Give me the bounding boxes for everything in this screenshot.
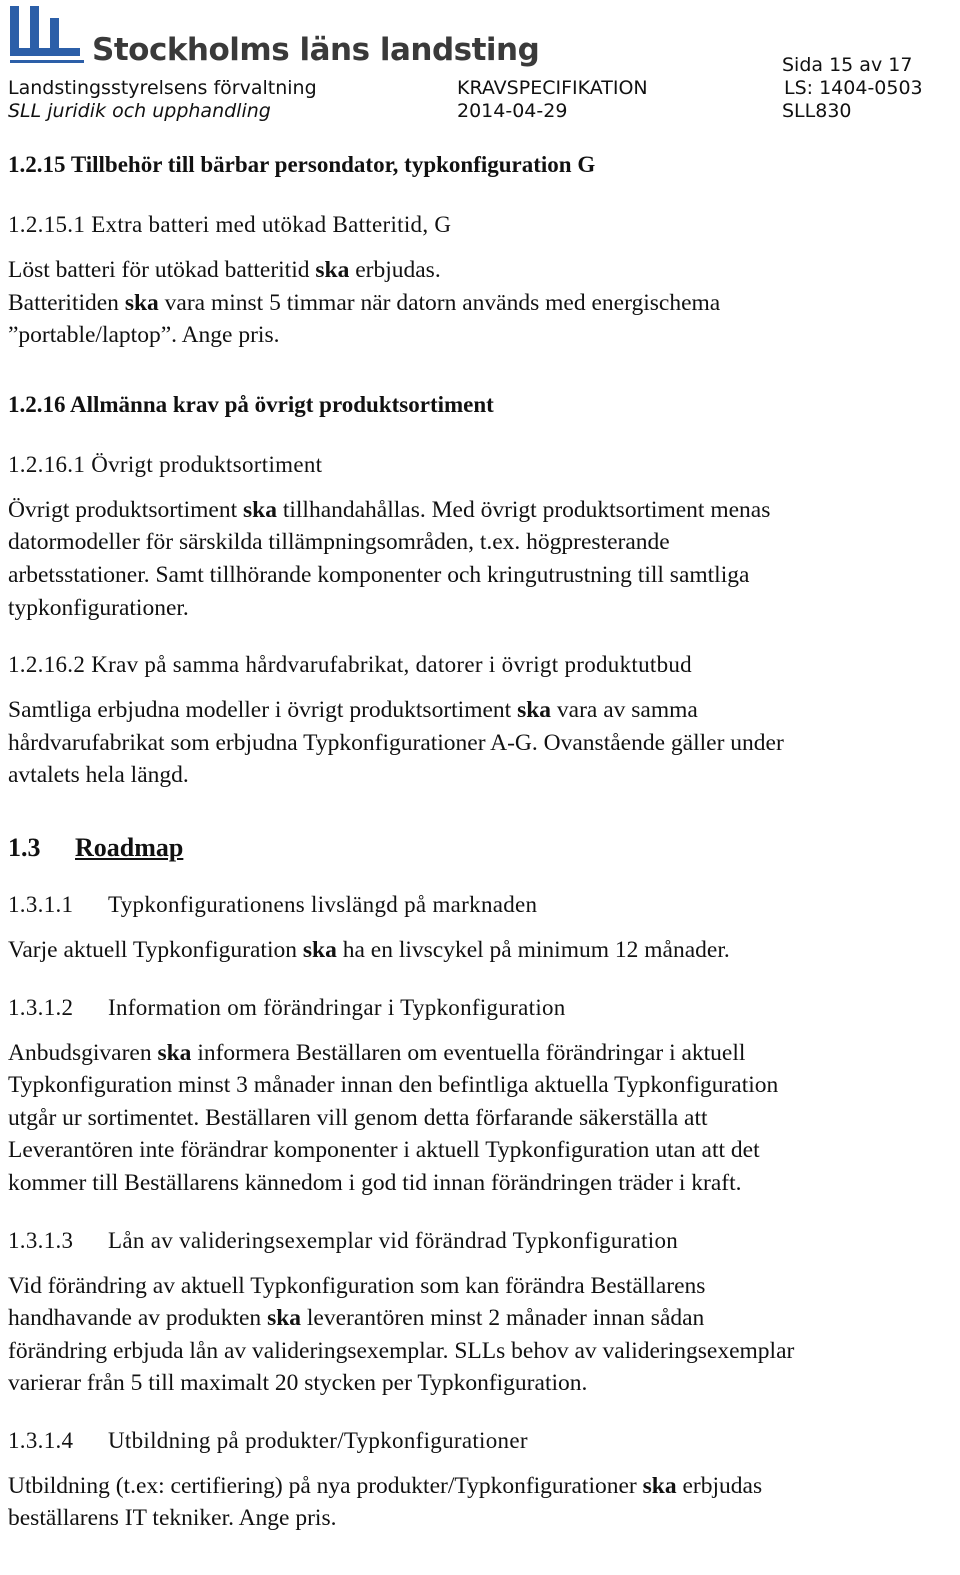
heading-1-2-15: 1.2.15 Tillbehör till bärbar persondator, typkonfiguration G [8, 152, 596, 177]
heading-1-3-1-1: 1.3.1.1 Typkonfigurationens livslängd på marknaden [8, 891, 538, 917]
ref-ls: LS: 1404-0503 [784, 77, 923, 99]
page-number: Sida 15 av 17 [782, 54, 913, 76]
logo-text: Stockholms läns landsting [92, 32, 540, 68]
doc-date: 2014-04-29 [457, 100, 568, 122]
heading-1-3-1-3: 1.3.1.3 Lån av valideringsexemplar vid förändrad Typkonfiguration [8, 1227, 679, 1253]
ref-sll: SLL830 [782, 100, 852, 122]
paragraph-same-manufacturer: Samtliga erbjudna modeller i övrigt produktsortiment ska vara av samma hårdvarufabrikat som erbjudna Typkonfigurationer A-G. Ovanstående gäller under avtalets hela längd. [8, 697, 784, 789]
heading-1-3-1-2: 1.3.1.2 Information om förändringar i Typkonfiguration [8, 994, 566, 1020]
heading-1-2-16-1: 1.2.16.1 Övrigt produktsortiment [8, 451, 323, 477]
paragraph-extra-battery: Löst batteri för utökad batteritid ska erbjudas. Batteritiden ska vara minst 5 timmar när datorn används med energischema ”portable/laptop”. Ange pris. [8, 257, 721, 349]
heading-1-3-roadmap [8, 832, 953, 864]
heading-1-2-16: 1.2.16 Allmänna krav på övrigt produktsortiment [8, 391, 494, 417]
heading-1-2-16-2: 1.2.16.2 Krav på samma hårdvarufabrikat, datorer i övrigt produktutbud [8, 652, 692, 678]
paragraph-other-products: Övrigt produktsortiment ska tillhandahållas. Med övrigt produktsortiment menas datormodeller för särskilda tillämpningsområden, t.ex. högpresterande arbetsstationer. Samt tillhörande komponenter och kringutrustning till samtliga typkonfigurationer. [8, 496, 771, 621]
paragraph-training: Utbildning (t.ex: certifiering) på nya produkter/Typkonfigurationer ska erbjudas beställarens IT tekniker. Ange pris. [8, 1472, 763, 1532]
section-title: Roadmap [75, 832, 184, 862]
sll-logo-mark-icon [8, 4, 88, 68]
org-unit: SLL juridik och upphandling [8, 100, 271, 122]
org-name: Landstingsstyrelsens förvaltning [8, 77, 317, 99]
paragraph-validation-loan: Vid förändring av aktuell Typkonfiguration som kan förändra Beställarens handhavande av produkten ska leverantören minst 2 månader innan sådan förändring erbjuda lån av valideringsexemplar. SLLs behov av valideringsexemplar varierar från 5 till maximalt 20 stycken per Typkonfiguration. [8, 1272, 795, 1397]
heading-1-3-1-4: 1.3.1.4 Utbildning på produkter/Typkonfigurationer [8, 1427, 528, 1453]
paragraph-change-info: Anbudsgivaren ska informera Beställaren om eventuella förändringar i aktuell Typkonfiguration minst 3 månader innan den befintliga aktuella Typkonfiguration utgår ur sortimentet. Beställaren vill genom detta förfarande säkerställa att Leverantören inte förändrar komponenter i aktuell Typkonfiguration utan att det kommer till Beställarens kännedom i god tid innan förändringen träder i kraft. [8, 1039, 779, 1196]
heading-1-2-15-1: 1.2.15.1 Extra batteri med utökad Batteritid, G [8, 212, 452, 237]
document-body [8, 150, 953, 1535]
doc-type: KRAVSPECIFIKATION [457, 77, 648, 99]
paragraph-lifecycle: Varje aktuell Typkonfiguration ska ha en livscykel på minimum 12 månader. [8, 936, 730, 963]
section-number: 1.3 [8, 832, 41, 862]
sll-logo [8, 4, 540, 74]
